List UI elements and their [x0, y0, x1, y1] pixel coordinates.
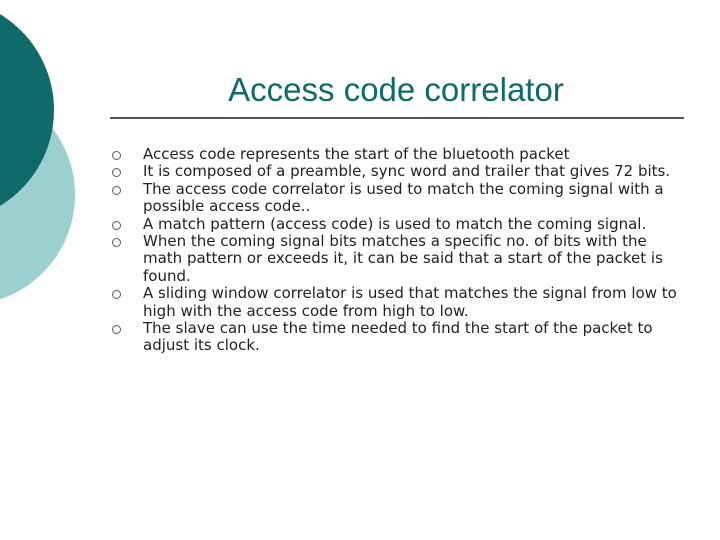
circle-bullet-icon: [112, 290, 121, 299]
bullet-text: When the coming signal bits matches a specific no. of bits with the math pattern or exceeds it, it can be said that a start of the packet is found.: [143, 232, 663, 285]
slide-title: Access code correlator: [228, 71, 564, 108]
bullet-item: [112, 216, 682, 233]
bullet-item: [112, 233, 682, 285]
bullet-text: The access code correlator is used to match the coming signal with a possible access code..: [143, 179, 664, 216]
circle-bullet-icon: [112, 186, 121, 195]
circle-bullet-icon: [112, 221, 121, 230]
bullet-text: It is composed of a preamble, sync word and trailer that gives 72 bits.: [143, 162, 671, 181]
bullet-item: [112, 181, 682, 216]
circle-bullet-icon: [112, 238, 121, 247]
bullet-text: The slave can use the time needed to find the start of the packet to adjust its clock.: [143, 319, 653, 355]
bullet-item: [112, 285, 682, 320]
circle-bullet-icon: [112, 151, 121, 160]
bullet-item: [112, 163, 682, 180]
bullet-list: [112, 146, 682, 355]
bullet-text: Access code represents the start of the bluetooth packet: [143, 145, 570, 163]
bullet-item: [112, 146, 682, 163]
circle-bullet-icon: [112, 325, 121, 334]
title-underline: [110, 117, 684, 119]
circle-bullet-icon: [112, 168, 121, 177]
bullet-text: A sliding window correlator is used that matches the signal from low to high with the access code from high to low.: [143, 284, 677, 320]
bullet-item: [112, 320, 682, 355]
bullet-text: A match pattern (access code) is used to match the coming signal.: [143, 214, 647, 233]
